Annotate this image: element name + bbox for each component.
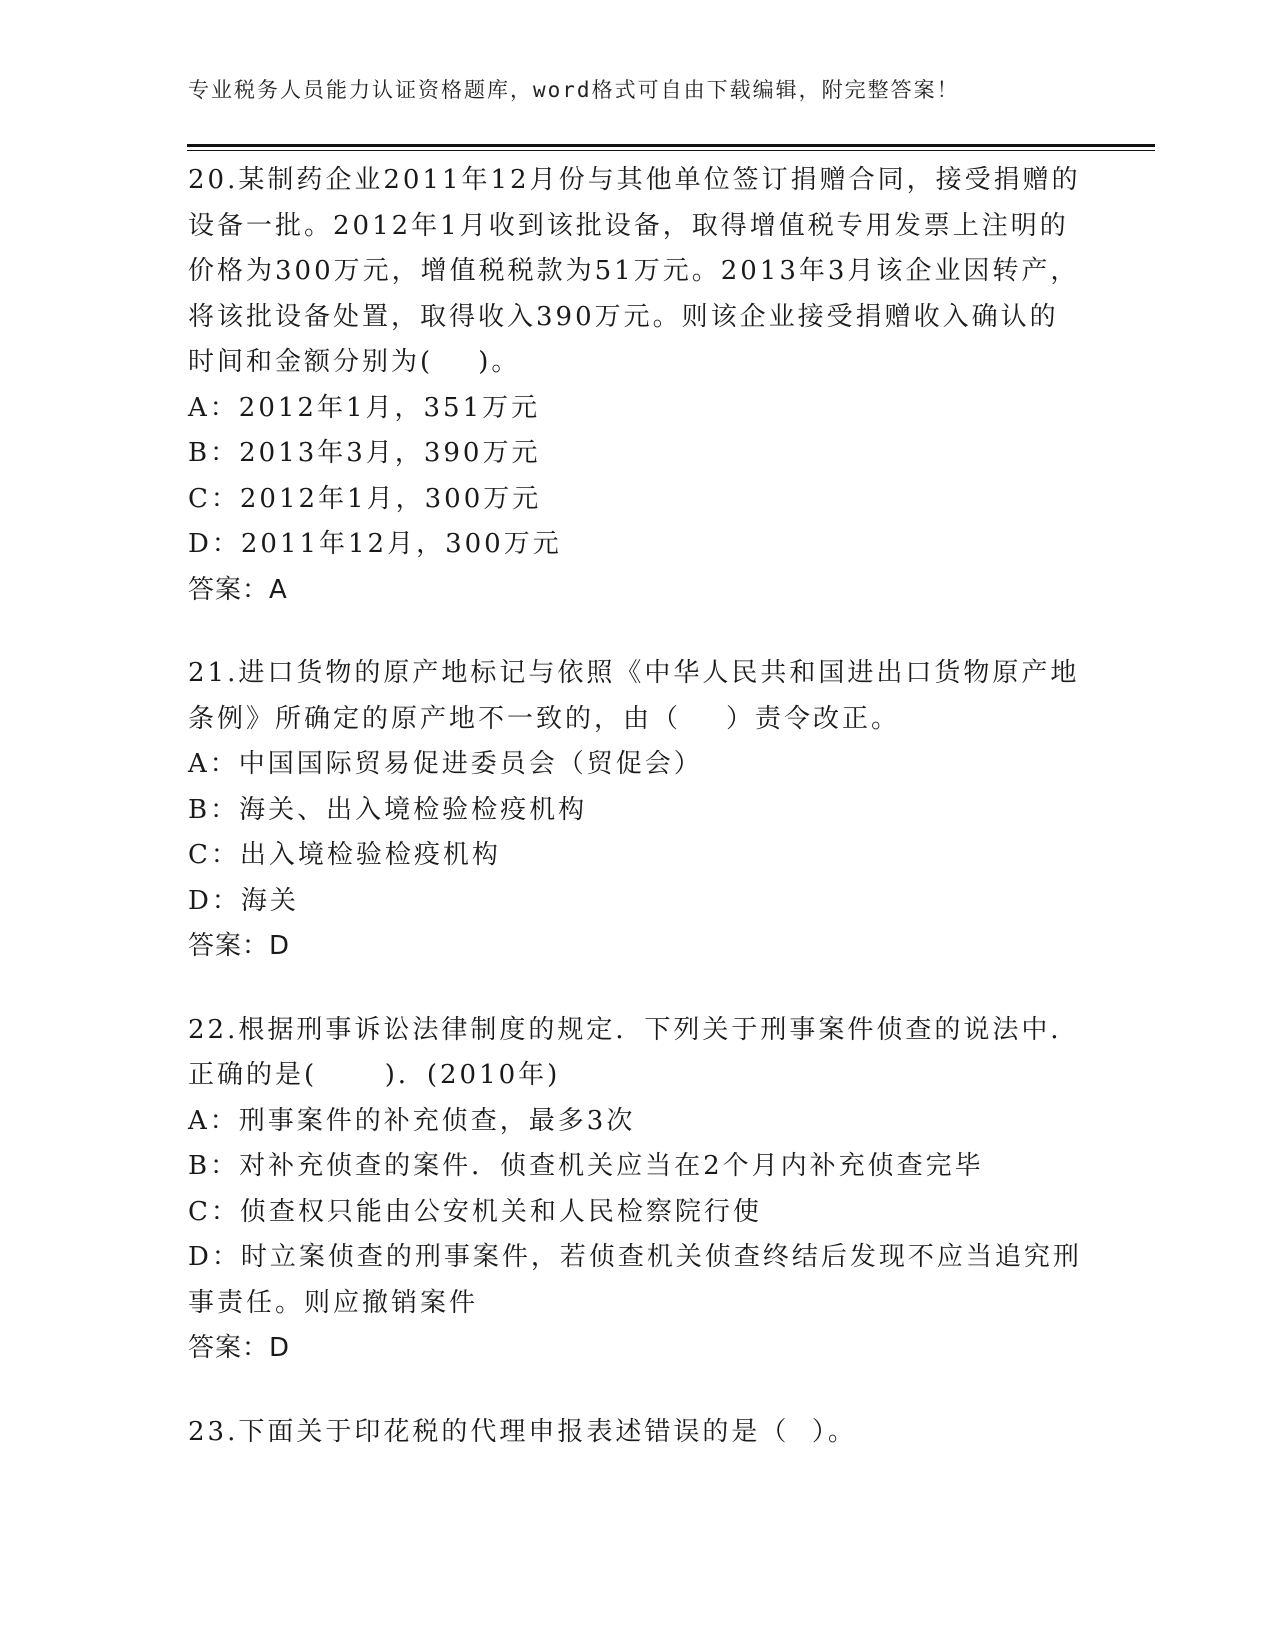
option-d-continued: 事责任。则应撤销案件 — [188, 1287, 479, 1318]
question-stem-line: 21.进口货物的原产地标记与依照《中华人民共和国进出口货物原产地 — [188, 658, 1080, 688]
question-stem-line: 将该批设备处置，取得收入390万元。则该企业接受捐赠收入确认的 — [188, 301, 1059, 332]
question-stem-line: 设备一批。2012年1月收到该批设备，取得增值税专用发票上注明的 — [188, 210, 1069, 241]
option-a: A：刑事案件的补充侦查，最多3次 — [188, 1105, 636, 1136]
header-rule-thick — [187, 144, 1155, 147]
question-20 — [188, 158, 1088, 613]
option-d: D：海关 — [188, 885, 299, 916]
question-21 — [188, 651, 1088, 970]
header-note: 专业税务人员能力认证资格题库，word格式可自由下载编辑，附完整答案！ — [188, 78, 960, 102]
option-c: C：2012年1月，300万元 — [188, 483, 542, 514]
option-a: A：2012年1月，351万元 — [188, 392, 541, 423]
answer: 答案：D — [188, 1333, 291, 1363]
option-a: A：中国国际贸易促进委员会（贸促会） — [188, 749, 703, 779]
header-rule-thin — [187, 150, 1155, 151]
option-c: C：侦查权只能由公安机关和人民检察院行使 — [188, 1196, 762, 1227]
question-stem-line: 20.某制药企业2011年12月份与其他单位签订捐赠合同，接受捐赠的 — [188, 165, 1081, 195]
question-list — [188, 158, 1088, 1493]
question-stem-line: 时间和金额分别为( )。 — [188, 347, 521, 377]
option-c: C：出入境检验检疫机构 — [188, 840, 501, 870]
option-b: B：2013年3月，390万元 — [188, 438, 541, 468]
option-d: D：时立案侦查的刑事案件，若侦查机关侦查终结后发现不应当追究刑 — [188, 1242, 1082, 1272]
question-stem-line: 22.根据刑事诉讼法律制度的规定．下列关于刑事案件侦查的说法中． — [188, 1014, 1080, 1045]
answer: 答案：D — [188, 931, 291, 961]
option-b: B：海关、出入境检验检疫机构 — [188, 794, 588, 825]
option-d: D：2011年12月，300万元 — [188, 529, 562, 559]
question-stem-line: 23.下面关于印花税的代理申报表述错误的是（ ）。 — [188, 1416, 857, 1447]
answer: 答案：A — [188, 574, 288, 605]
question-23 — [188, 1410, 1088, 1456]
option-b: B：对补充侦查的案件．侦查机关应当在2个月内补充侦查完毕 — [188, 1151, 984, 1181]
question-stem-line: 价格为300万元，增值税税款为51万元。2013年3月该企业因转产， — [188, 256, 1080, 286]
question-22 — [188, 1008, 1088, 1372]
question-stem-line: 条例》所确定的原产地不一致的，由（ ）责令改正。 — [188, 703, 901, 734]
question-stem-line: 正确的是( )．(2010年) — [188, 1060, 561, 1090]
